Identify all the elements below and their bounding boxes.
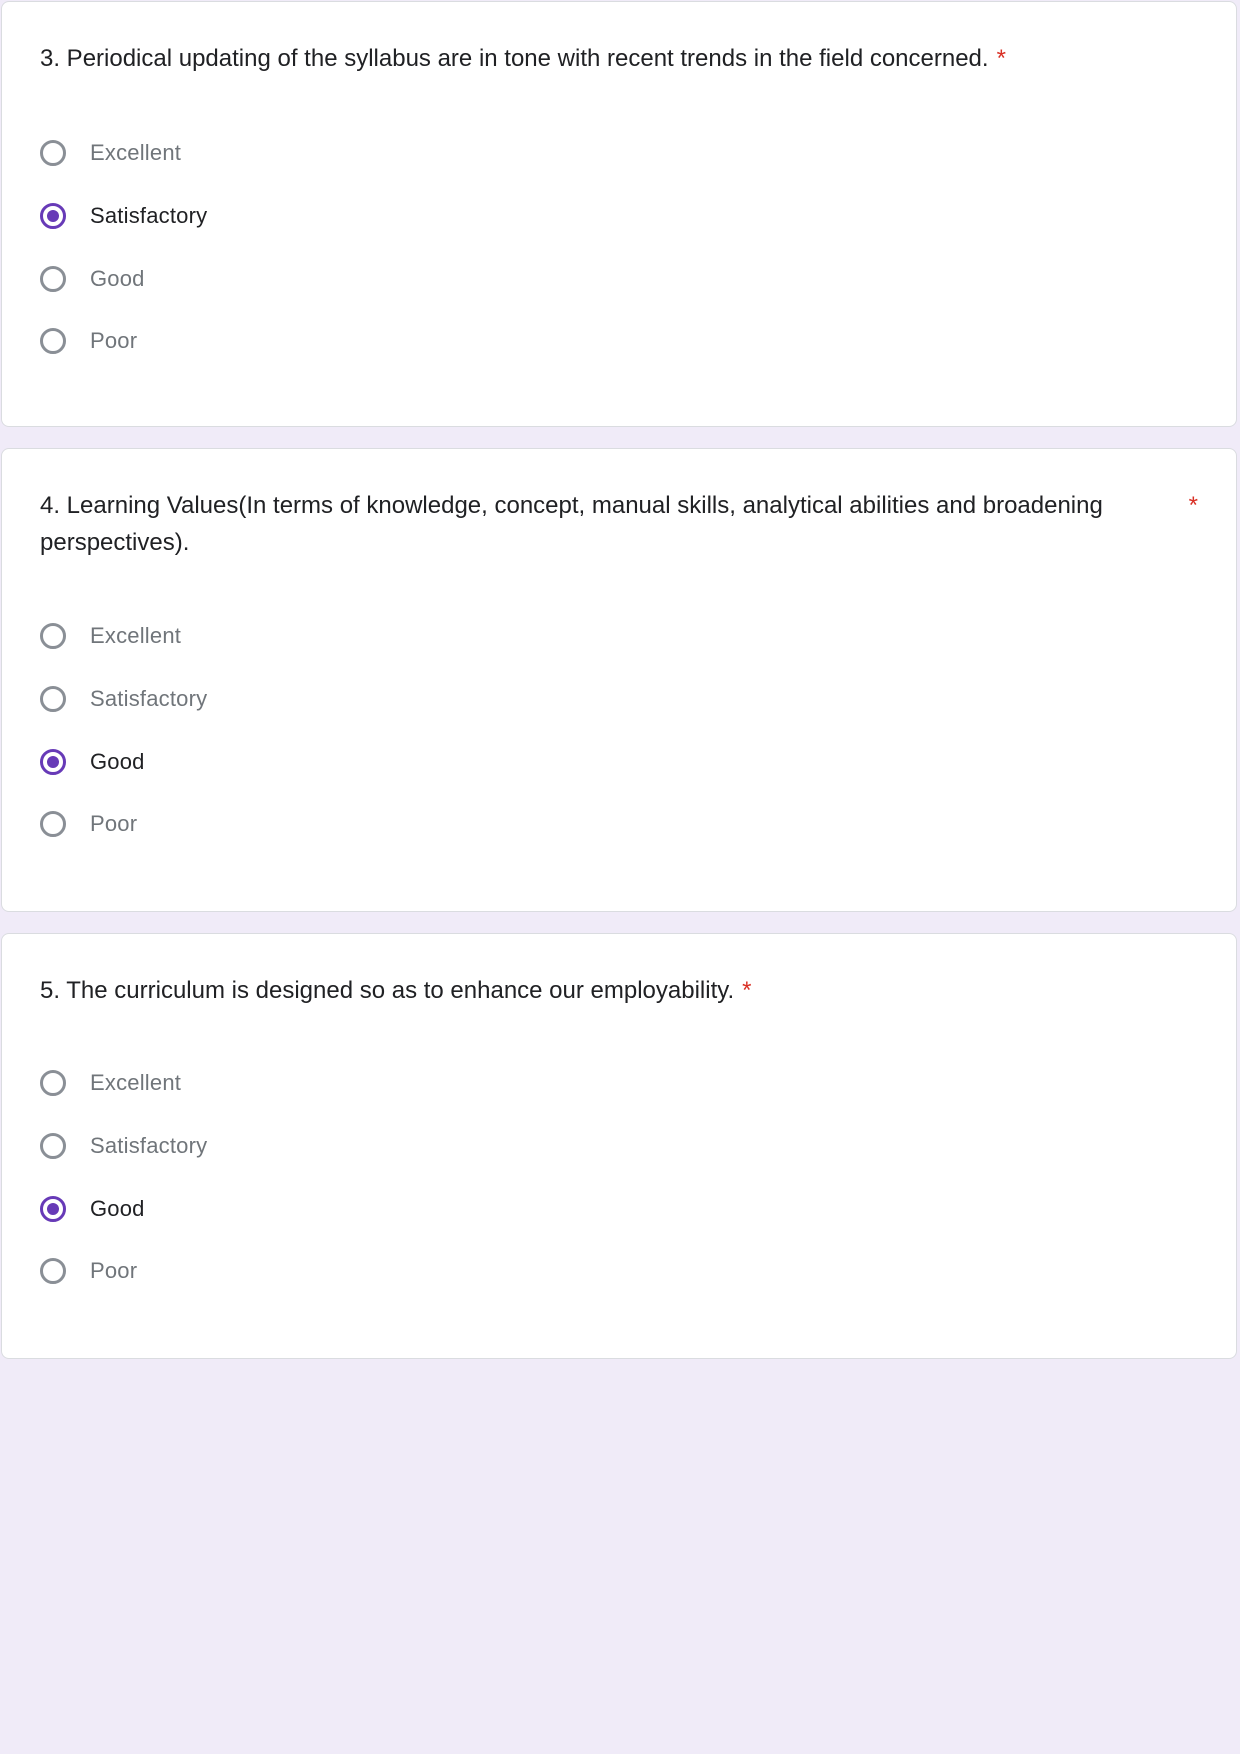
radio-button[interactable]: [40, 623, 66, 649]
radio-option-good[interactable]: [40, 247, 1198, 310]
question-text: 5. The curriculum is designed so as to enhance our employability.: [40, 977, 735, 1004]
radio-button-selected[interactable]: [40, 749, 66, 775]
radio-label: Satisfactory: [90, 686, 208, 712]
radio-button[interactable]: [40, 1133, 66, 1159]
radio-button[interactable]: [40, 328, 66, 354]
question-text: 4. Learning Values(In terms of knowledge, concept, manual skills, analytical abilities and broadening perspectives).: [40, 492, 1103, 556]
radio-group: [40, 1052, 1198, 1303]
radio-label: Excellent: [90, 623, 182, 649]
question-title: [40, 972, 1150, 1009]
radio-group: [40, 122, 1198, 373]
radio-button[interactable]: [40, 686, 66, 712]
radio-label: Poor: [90, 811, 138, 837]
radio-label: Poor: [90, 1258, 138, 1284]
required-asterisk: *: [1188, 492, 1198, 519]
radio-label: Good: [90, 265, 145, 291]
required-asterisk: *: [742, 977, 752, 1004]
question-card-5: [1, 933, 1237, 1359]
radio-label: Satisfactory: [90, 1133, 208, 1159]
radio-button[interactable]: [40, 140, 66, 166]
radio-option-satisfactory[interactable]: [40, 1115, 1198, 1178]
question-title: [40, 40, 1150, 77]
radio-button[interactable]: [40, 1258, 66, 1284]
radio-button[interactable]: [40, 1070, 66, 1096]
radio-option-poor[interactable]: [40, 1240, 1198, 1303]
radio-button-selected[interactable]: [40, 1196, 66, 1222]
radio-option-good[interactable]: [40, 730, 1198, 793]
radio-option-excellent[interactable]: [40, 122, 1198, 185]
radio-option-satisfactory[interactable]: [40, 668, 1198, 731]
radio-label: Poor: [90, 328, 138, 354]
radio-option-poor[interactable]: [40, 310, 1198, 373]
question-text: 3. Periodical updating of the syllabus are in tone with recent trends in the field concerned.: [40, 45, 989, 72]
radio-button-selected[interactable]: [40, 203, 66, 229]
radio-option-excellent[interactable]: [40, 1052, 1198, 1115]
radio-option-satisfactory[interactable]: [40, 185, 1198, 248]
radio-button[interactable]: [40, 266, 66, 292]
question-card-3: [1, 1, 1237, 427]
question-title: [40, 487, 1150, 561]
radio-option-excellent[interactable]: [40, 605, 1198, 668]
radio-label: Satisfactory: [90, 203, 208, 229]
radio-button[interactable]: [40, 811, 66, 837]
radio-label: Excellent: [90, 1070, 182, 1096]
question-card-4: [1, 448, 1237, 912]
radio-option-poor[interactable]: [40, 793, 1198, 856]
radio-option-good[interactable]: [40, 1177, 1198, 1240]
radio-group: [40, 605, 1198, 856]
radio-label: Excellent: [90, 140, 182, 166]
radio-label: Good: [90, 748, 145, 774]
radio-label: Good: [90, 1195, 145, 1221]
required-asterisk: *: [996, 45, 1006, 72]
